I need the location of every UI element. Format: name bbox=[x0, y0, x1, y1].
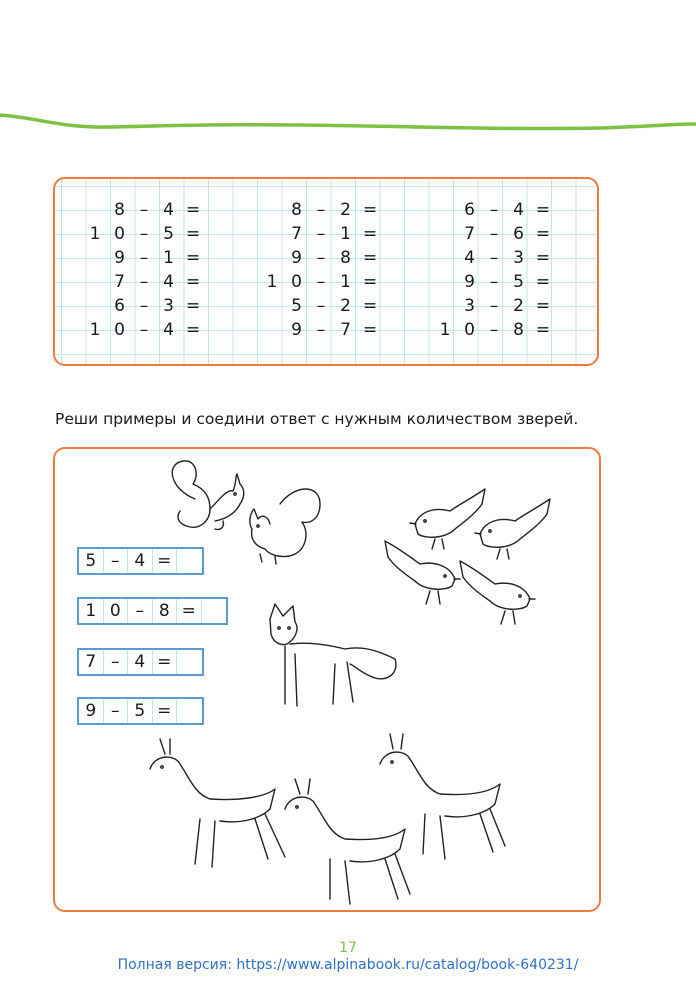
green-wave-decoration bbox=[0, 100, 696, 145]
animal-matching-box bbox=[53, 447, 601, 912]
minus-sign: – bbox=[316, 296, 326, 316]
digit: 8 bbox=[340, 248, 351, 268]
digit: 8 bbox=[513, 320, 524, 340]
minus-sign: – bbox=[139, 296, 149, 316]
digit: 3 bbox=[464, 296, 475, 316]
digit: 1 bbox=[340, 272, 351, 292]
digit: 0 bbox=[464, 320, 475, 340]
digit: 1 bbox=[89, 224, 101, 244]
digit: 7 bbox=[464, 224, 475, 244]
digit: 1 bbox=[79, 599, 104, 623]
digit: 0 bbox=[104, 599, 129, 623]
digit: 2 bbox=[340, 296, 351, 316]
digit: 4 bbox=[163, 320, 174, 340]
digit: 4 bbox=[513, 200, 524, 220]
equals-sign: = bbox=[177, 599, 202, 623]
equals-sign: = bbox=[185, 320, 201, 340]
equals-sign: = bbox=[185, 224, 201, 244]
digit: 9 bbox=[291, 248, 302, 268]
digit: 4 bbox=[163, 200, 174, 220]
digit: 9 bbox=[464, 272, 475, 292]
digit: 0 bbox=[114, 320, 125, 340]
squirrel-icon bbox=[172, 461, 244, 530]
grid-exercise-box bbox=[53, 177, 599, 366]
digit: 2 bbox=[340, 200, 351, 220]
digit: 1 bbox=[439, 320, 451, 340]
instruction-text: Реши примеры и соедини ответ с нужным количеством зверей. bbox=[55, 410, 579, 428]
digit: 1 bbox=[163, 248, 174, 268]
animals-illustration bbox=[55, 449, 603, 914]
equals-sign: = bbox=[185, 296, 201, 316]
digit: 4 bbox=[128, 549, 153, 573]
digit: 6 bbox=[464, 200, 475, 220]
minus-sign: – bbox=[489, 296, 499, 316]
digit: 1 bbox=[89, 320, 101, 340]
equals-sign: = bbox=[535, 248, 551, 268]
equals-sign: = bbox=[362, 320, 378, 340]
bird-icon bbox=[475, 499, 550, 559]
equals-sign: = bbox=[362, 200, 378, 220]
equals-sign: = bbox=[535, 224, 551, 244]
minus-sign: – bbox=[489, 272, 499, 292]
digit: 5 bbox=[79, 549, 104, 573]
digit: 1 bbox=[266, 272, 278, 292]
equals-sign: = bbox=[362, 248, 378, 268]
equals-sign: = bbox=[362, 272, 378, 292]
minus-sign: – bbox=[128, 599, 153, 623]
minus-sign: – bbox=[316, 320, 326, 340]
minus-sign: – bbox=[139, 272, 149, 292]
digit: 4 bbox=[464, 248, 475, 268]
footer-link[interactable]: Полная версия: https://www.alpinabook.ru/catalog/book-640231/ bbox=[117, 957, 579, 973]
digit: 2 bbox=[513, 296, 524, 316]
equals-sign: = bbox=[362, 224, 378, 244]
equals-sign: = bbox=[153, 650, 178, 674]
minus-sign: – bbox=[139, 248, 149, 268]
digit: 4 bbox=[163, 272, 174, 292]
equals-sign: = bbox=[535, 272, 551, 292]
minus-sign: – bbox=[104, 699, 129, 723]
digit: 7 bbox=[79, 650, 104, 674]
equals-sign: = bbox=[153, 549, 178, 573]
equals-sign: = bbox=[535, 200, 551, 220]
minus-sign: – bbox=[139, 320, 149, 340]
squirrel-icon bbox=[250, 489, 320, 564]
equals-sign: = bbox=[153, 699, 178, 723]
minus-sign: – bbox=[104, 549, 129, 573]
digit: 5 bbox=[163, 224, 174, 244]
equals-sign: = bbox=[535, 296, 551, 316]
digit: 3 bbox=[513, 248, 524, 268]
digit: 9 bbox=[79, 699, 104, 723]
minus-sign: – bbox=[489, 320, 499, 340]
deer-icon bbox=[380, 734, 505, 859]
digit: 5 bbox=[291, 296, 302, 316]
minus-sign: – bbox=[489, 224, 499, 244]
deer-icon bbox=[285, 779, 410, 904]
digit: 3 bbox=[163, 296, 174, 316]
digit: 4 bbox=[128, 650, 153, 674]
minus-sign: – bbox=[104, 650, 129, 674]
equals-sign: = bbox=[185, 200, 201, 220]
digit: 6 bbox=[114, 296, 125, 316]
bird-icon bbox=[385, 541, 460, 604]
digit: 7 bbox=[291, 224, 302, 244]
digit: 1 bbox=[340, 224, 351, 244]
digit: 5 bbox=[128, 699, 153, 723]
bird-icon bbox=[460, 561, 535, 624]
digit: 5 bbox=[513, 272, 524, 292]
minus-sign: – bbox=[489, 200, 499, 220]
equals-sign: = bbox=[362, 296, 378, 316]
digit: 8 bbox=[291, 200, 302, 220]
digit: 0 bbox=[114, 224, 125, 244]
deer-icon bbox=[150, 739, 285, 867]
digit: 9 bbox=[114, 248, 125, 268]
equals-sign: = bbox=[535, 320, 551, 340]
digit: 7 bbox=[340, 320, 351, 340]
digit: 9 bbox=[291, 320, 302, 340]
equals-sign: = bbox=[185, 248, 201, 268]
bird-icon bbox=[410, 489, 485, 549]
minus-sign: – bbox=[316, 200, 326, 220]
minus-sign: – bbox=[316, 224, 326, 244]
minus-sign: – bbox=[489, 248, 499, 268]
digit: 8 bbox=[114, 200, 125, 220]
minus-sign: – bbox=[139, 224, 149, 244]
digit: 7 bbox=[114, 272, 125, 292]
equals-sign: = bbox=[185, 272, 201, 292]
digit: 8 bbox=[153, 599, 178, 623]
minus-sign: – bbox=[316, 272, 326, 292]
page-number: 17 bbox=[339, 940, 357, 956]
digit: 0 bbox=[291, 272, 302, 292]
fox-icon bbox=[270, 604, 396, 706]
minus-sign: – bbox=[139, 200, 149, 220]
digit: 6 bbox=[513, 224, 524, 244]
minus-sign: – bbox=[316, 248, 326, 268]
